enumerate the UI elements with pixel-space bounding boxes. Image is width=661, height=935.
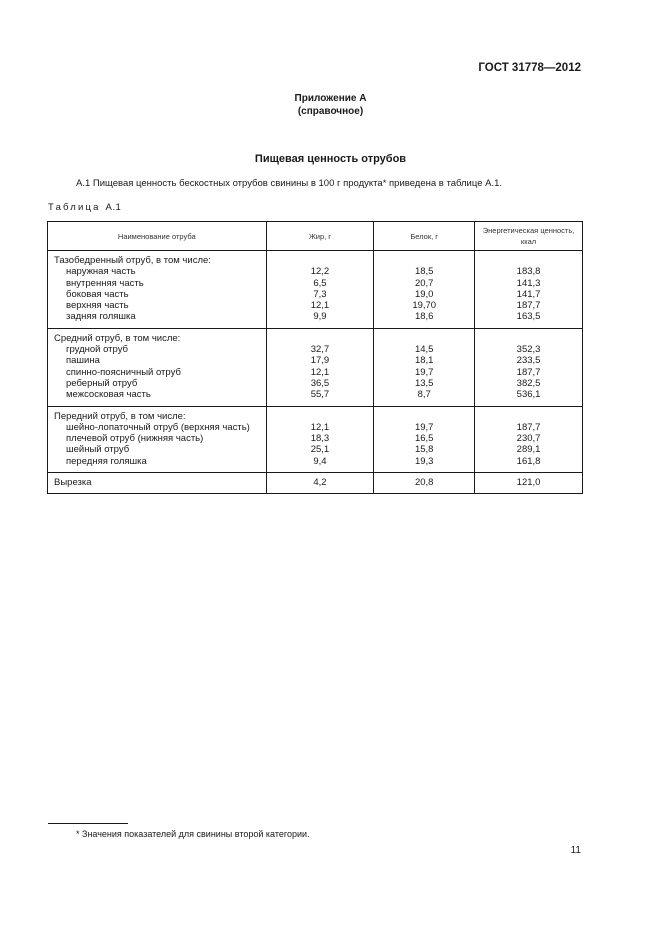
table-row: [48, 456, 583, 473]
fat-value: 6,5: [266, 278, 374, 289]
appendix-heading: [0, 92, 661, 118]
protein-value: 15,8: [374, 444, 475, 455]
energy-value: 183,8: [475, 266, 583, 277]
energy-value: 536,1: [475, 389, 583, 406]
cut-name: спинно-поясничный отруб: [48, 367, 267, 378]
cut-name: плечевой отруб (нижняя часть): [48, 433, 267, 444]
energy-value: 141,7: [475, 289, 583, 300]
empty-cell: [374, 251, 475, 267]
cut-name: грудной отруб: [48, 344, 267, 355]
energy-value: 187,7: [475, 367, 583, 378]
protein-value: 18,6: [374, 311, 475, 328]
energy-value: 352,3: [475, 344, 583, 355]
appendix-subtitle: (справочное): [297, 106, 364, 117]
energy-value: 121,0: [475, 473, 583, 494]
table-row: [48, 344, 583, 355]
nutrition-table: [47, 221, 583, 494]
table-row: [48, 266, 583, 277]
footnote-divider: [48, 823, 128, 824]
cut-name: шейно-лопаточный отруб (верхняя часть): [48, 422, 267, 433]
header-cut-name: Наименование отруба: [48, 222, 267, 251]
empty-cell: [266, 328, 374, 344]
table-row-single: [48, 473, 583, 494]
group-title: Тазобедренный отруб, в том числе:: [48, 251, 267, 267]
table-header-row: [48, 222, 583, 251]
table-group-title-row: [48, 406, 583, 422]
energy-value: 230,7: [475, 433, 583, 444]
group-title: Передний отруб, в том числе:: [48, 406, 267, 422]
empty-cell: [374, 406, 475, 422]
protein-value: 13,5: [374, 378, 475, 389]
empty-cell: [266, 406, 374, 422]
energy-value: 233,5: [475, 355, 583, 366]
cut-name: боковая часть: [48, 289, 267, 300]
table-row: [48, 300, 583, 311]
standard-number: ГОСТ 31778—2012: [478, 62, 581, 74]
fat-value: 17,9: [266, 355, 374, 366]
fat-value: 25,1: [266, 444, 374, 455]
group-title: Средний отруб, в том числе:: [48, 328, 267, 344]
fat-value: 18,3: [266, 433, 374, 444]
energy-value: 161,8: [475, 456, 583, 473]
header-energy: Энергетическая ценность, ккал: [475, 222, 583, 251]
table-body: [48, 251, 583, 494]
energy-value: 187,7: [475, 422, 583, 433]
cut-name: Вырезка: [48, 473, 267, 494]
fat-value: 12,1: [266, 367, 374, 378]
protein-value: 19,3: [374, 456, 475, 473]
fat-value: 7,3: [266, 289, 374, 300]
protein-value: 18,1: [374, 355, 475, 366]
protein-value: 19,0: [374, 289, 475, 300]
table-row: [48, 367, 583, 378]
protein-value: 19,70: [374, 300, 475, 311]
protein-value: 16,5: [374, 433, 475, 444]
table-row: [48, 378, 583, 389]
table-row: [48, 355, 583, 366]
energy-value: 187,7: [475, 300, 583, 311]
fat-value: 4,2: [266, 473, 374, 494]
table-caption: [48, 202, 121, 213]
header-protein: Белок, г: [374, 222, 475, 251]
empty-cell: [475, 251, 583, 267]
protein-value: 19,7: [374, 422, 475, 433]
table-group-title-row: [48, 251, 583, 267]
table-row: [48, 311, 583, 328]
intro-paragraph: А.1 Пищевая ценность бескостных отрубов свинины в 100 г продукта* приведена в таблице А.1.: [76, 178, 503, 189]
protein-value: 19,7: [374, 367, 475, 378]
empty-cell: [374, 328, 475, 344]
table-row: [48, 289, 583, 300]
page-number: 11: [570, 845, 581, 856]
cut-name: реберный отруб: [48, 378, 267, 389]
energy-value: 163,5: [475, 311, 583, 328]
cut-name: наружная часть: [48, 266, 267, 277]
fat-value: 12,1: [266, 422, 374, 433]
table-row: [48, 444, 583, 455]
cut-name: пашина: [48, 355, 267, 366]
header-fat: Жир, г: [266, 222, 374, 251]
cut-name: верхняя часть: [48, 300, 267, 311]
energy-value: 141,3: [475, 278, 583, 289]
empty-cell: [475, 406, 583, 422]
empty-cell: [266, 251, 374, 267]
protein-value: 8,7: [374, 389, 475, 406]
fat-value: 9,9: [266, 311, 374, 328]
cut-name: межсосковая часть: [48, 389, 267, 406]
table-row: [48, 422, 583, 433]
table-caption-number: А.1: [105, 202, 122, 213]
cut-name: внутренняя часть: [48, 278, 267, 289]
fat-value: 9,4: [266, 456, 374, 473]
empty-cell: [475, 328, 583, 344]
protein-value: 20,7: [374, 278, 475, 289]
fat-value: 32,7: [266, 344, 374, 355]
footnote: * Значения показателей для свинины второй категории.: [76, 829, 310, 839]
fat-value: 36,5: [266, 378, 374, 389]
fat-value: 55,7: [266, 389, 374, 406]
table-row: [48, 278, 583, 289]
fat-value: 12,1: [266, 300, 374, 311]
fat-value: 12,2: [266, 266, 374, 277]
energy-value: 289,1: [475, 444, 583, 455]
table-caption-label: Таблица: [48, 202, 101, 213]
cut-name: передняя голяшка: [48, 456, 267, 473]
protein-value: 20,8: [374, 473, 475, 494]
section-title: Пищевая ценность отрубов: [254, 153, 407, 165]
appendix-title: Приложение А: [294, 93, 367, 104]
cut-name: шейный отруб: [48, 444, 267, 455]
protein-value: 14,5: [374, 344, 475, 355]
cut-name: задняя голяшка: [48, 311, 267, 328]
energy-value: 382,5: [475, 378, 583, 389]
table-row: [48, 389, 583, 406]
protein-value: 18,5: [374, 266, 475, 277]
table-row: [48, 433, 583, 444]
table-group-title-row: [48, 328, 583, 344]
